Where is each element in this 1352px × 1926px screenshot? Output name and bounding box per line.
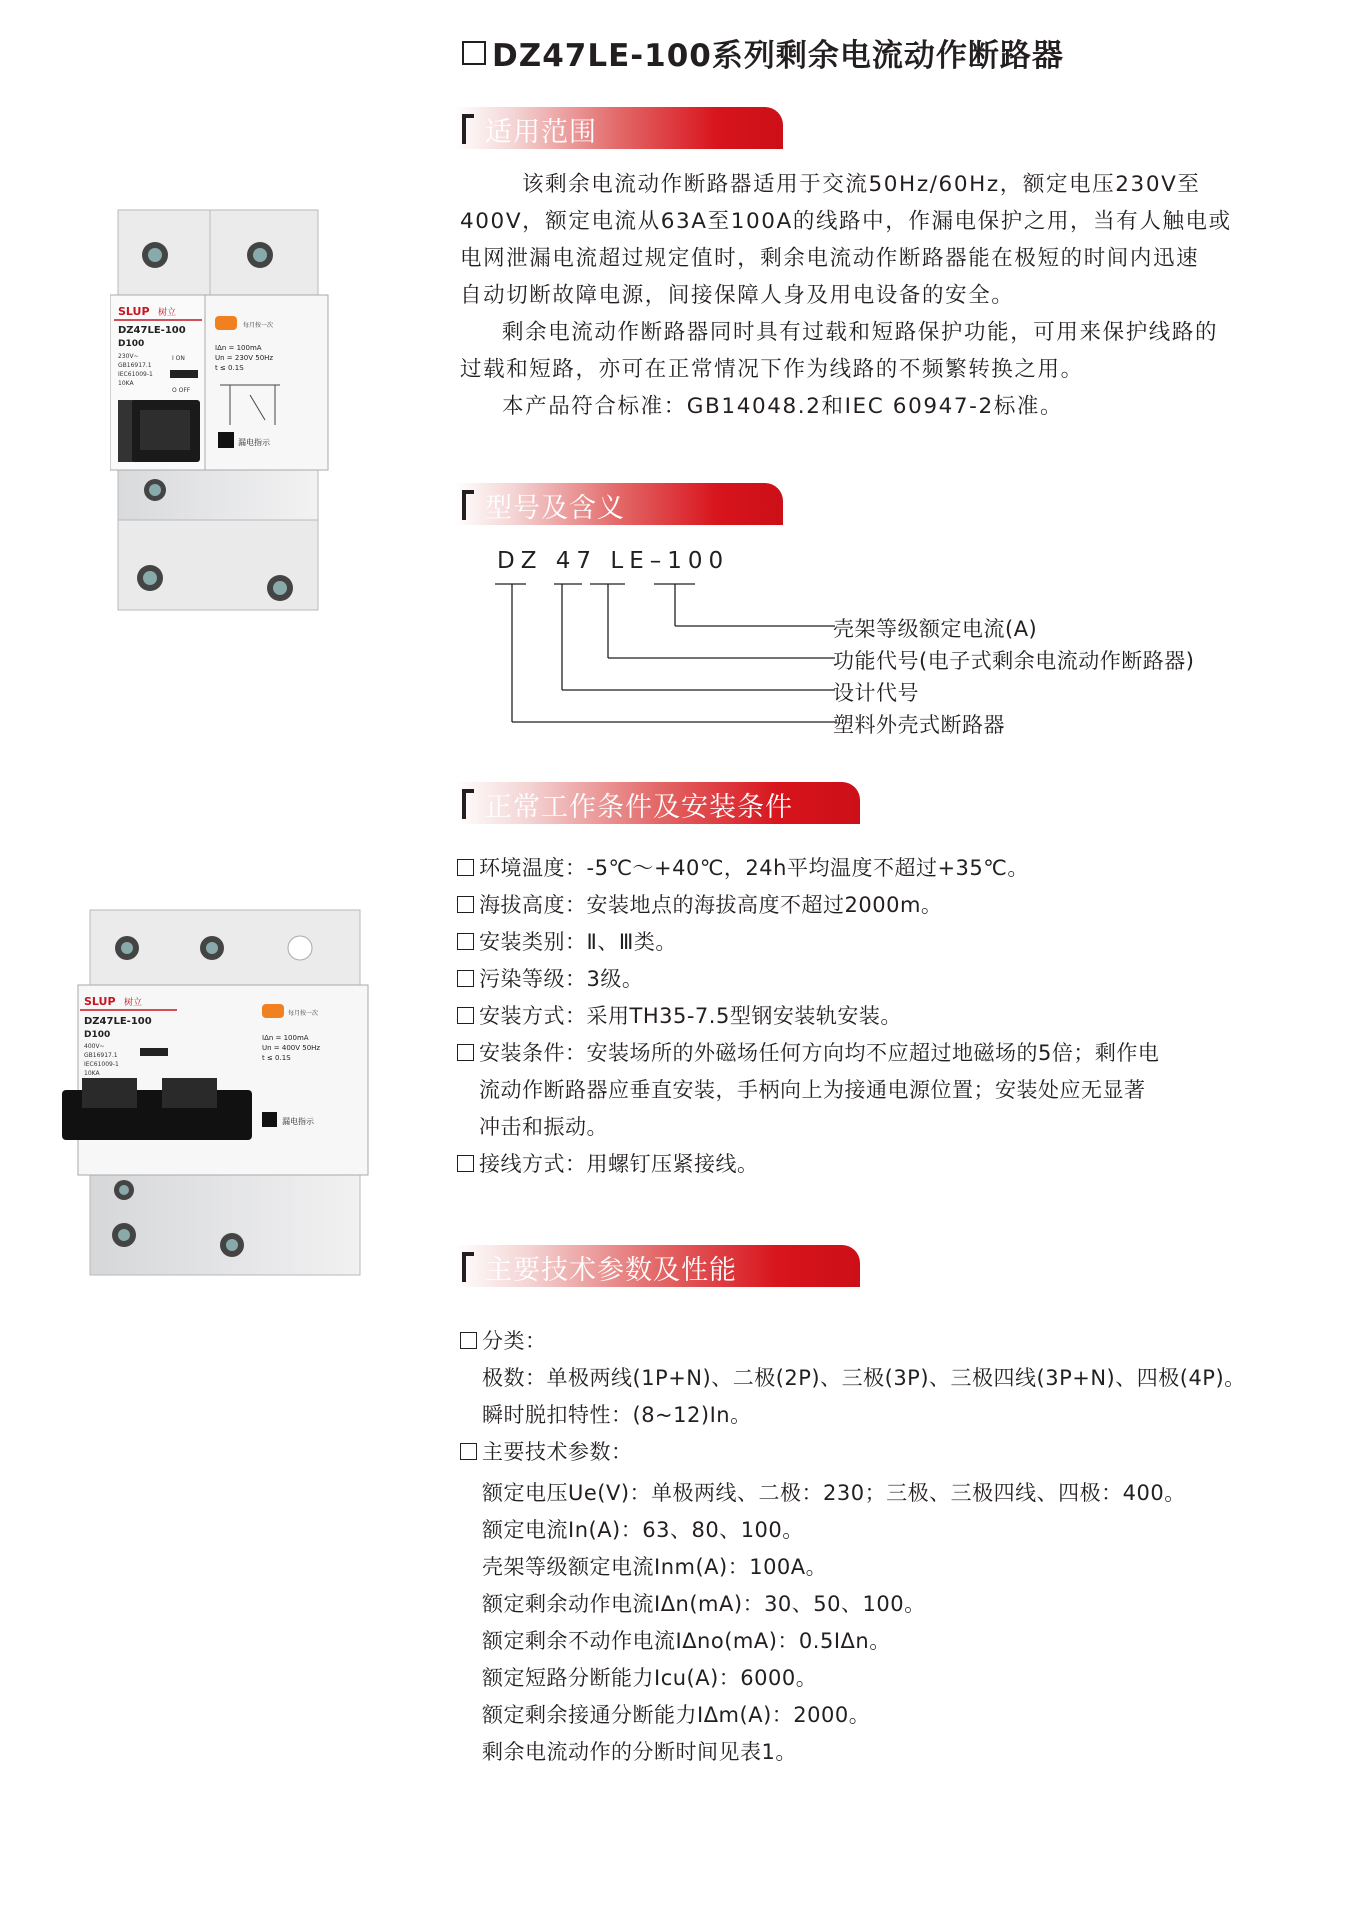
checkbox-icon: [457, 1007, 474, 1024]
list-item: 环境温度：-5℃～+40℃，24h平均温度不超过+35℃。: [457, 850, 1159, 887]
spec-text: IEC61009-1: [118, 371, 153, 378]
time-label: t ≤ 0.1S: [262, 1054, 291, 1062]
brand-cn-label: 树立: [158, 308, 177, 318]
brand-label: SLUP: [118, 305, 150, 318]
checkbox-icon: [460, 1332, 477, 1349]
rating-label: IΔn = 100mA: [215, 344, 262, 352]
brand-cn-label: 树立: [124, 998, 143, 1008]
list-item: 接线方式：用螺钉压紧接线。: [457, 1146, 1159, 1183]
section-header-conditions: [455, 782, 860, 824]
product-image-3pole: [62, 900, 382, 1280]
spec-text: 10KA: [118, 380, 134, 387]
brand-label: SLUP: [84, 995, 116, 1008]
checkbox-icon: [457, 1044, 474, 1061]
checkbox-icon: [457, 970, 474, 987]
model-part-100: 100: [667, 548, 730, 574]
param-line: 额定剩余动作电流IΔn(mA)：30、50、100。: [482, 1592, 926, 1616]
spec-text: GB16917.1: [118, 362, 152, 369]
model-label: DZ47LE-100: [118, 325, 186, 336]
checkbox-icon: [457, 896, 474, 913]
section-header-model: [455, 483, 783, 525]
list-item: 安装条件：安装场所的外磁场任何方向均不应超过地磁场的5倍；剩作电: [457, 1035, 1159, 1072]
model-meaning: 设计代号: [833, 681, 919, 705]
param-line: 额定短路分断能力Icu(A)：6000。: [482, 1666, 818, 1690]
on-label: I ON: [172, 355, 185, 362]
scope-line: 该剩余电流动作断路器适用于交流50Hz/60Hz，额定电压230V至: [522, 172, 1201, 197]
list-item: 主要技术参数：: [460, 1434, 1246, 1471]
param-line: 额定电流In(A)：63、80、100。: [482, 1518, 804, 1542]
checkbox-icon: [460, 1443, 477, 1460]
scope-line: 电网泄漏电流超过规定值时，剩余电流动作断路器能在极短的时间内迅速: [460, 246, 1200, 271]
param-line: 额定电压Ue(V)：单极两线、二极：230；三极、三极四线、四极：400。: [482, 1481, 1186, 1505]
spec-text: 400V~: [84, 1043, 105, 1050]
test-button: [215, 316, 237, 330]
off-label: O OFF: [172, 387, 191, 394]
section-title: 正常工作条件及安装条件: [485, 792, 793, 823]
list-item-continuation: 流动作断路器应垂直安装，手柄向上为接通电源位置；安装处应无显著: [479, 1078, 1146, 1102]
checkbox-icon: [457, 859, 474, 876]
param-line: 额定剩余不动作电流IΔno(mA)：0.5IΔn。: [482, 1629, 891, 1653]
section-title: 适用范围: [485, 117, 597, 148]
model-code: [497, 548, 729, 574]
scope-line: 过载和短路，亦可在正常情况下作为线路的不频繁转换之用。: [460, 357, 1084, 382]
scope-line: 自动切断故障电源，间接保障人身及用电设备的安全。: [460, 283, 1015, 308]
scope-line: 剩余电流动作断路器同时具有过载和短路保护功能，可用来保护线路的: [502, 320, 1219, 345]
param-line: 剩余电流动作的分断时间见表1。: [482, 1740, 797, 1764]
leak-indicator-label: 漏电指示: [238, 438, 270, 447]
list-item: 安装类别：Ⅱ、Ⅲ类。: [457, 924, 1159, 961]
model-part-dz: DZ: [497, 548, 543, 574]
list-item: 海拔高度：安装地点的海拔高度不超过2000m。: [457, 887, 1159, 924]
time-label: t ≤ 0.1S: [215, 364, 244, 372]
section-title: 主要技术参数及性能: [485, 1255, 737, 1286]
spec-text: 230V~: [118, 353, 139, 360]
title-checkbox-icon: [462, 41, 486, 65]
leak-indicator-label: 漏电指示: [282, 1117, 314, 1126]
rating-label: IΔn = 100mA: [262, 1034, 309, 1042]
params-list: [460, 1323, 1246, 1771]
model-part-dash: –: [649, 548, 668, 574]
model-part-47: 47: [555, 548, 598, 574]
checkbox-icon: [457, 1155, 474, 1172]
page-title: DZ47LE-100系列剩余电流动作断路器: [462, 30, 1064, 75]
model-meaning: 壳架等级额定电流(A): [833, 617, 1038, 641]
test-button: [262, 1004, 284, 1018]
param-line: 壳架等级额定电流Inm(A)：100A。: [482, 1555, 828, 1579]
section-header-scope: [455, 107, 783, 149]
param-line: 瞬时脱扣特性：(8~12)In。: [482, 1403, 752, 1427]
product-image-2pole: [110, 200, 340, 630]
curve-label: D100: [118, 339, 145, 349]
voltage-label: Un = 400V 50Hz: [262, 1044, 321, 1052]
spec-text: GB16917.1: [84, 1052, 118, 1059]
param-line: 额定剩余接通分断能力IΔm(A)：2000。: [482, 1703, 871, 1727]
list-item: 安装方式：采用TH35-7.5型钢安装轨安装。: [457, 998, 1159, 1035]
list-item: 污染等级：3级。: [457, 961, 1159, 998]
scope-paragraph: [460, 166, 1232, 425]
model-label: DZ47LE-100: [84, 1016, 152, 1027]
model-meaning: 功能代号(电子式剩余电流动作断路器): [833, 649, 1195, 673]
spec-text: 10KA: [84, 1070, 100, 1077]
test-label: 每月按一次: [243, 322, 274, 329]
model-diagram-lines: [490, 580, 850, 735]
section-title: 型号及含义: [485, 493, 625, 524]
conditions-list: [457, 850, 1159, 1183]
scope-line: 本产品符合标准：GB14048.2和IEC 60947-2标准。: [502, 394, 1064, 419]
test-label: 每月按一次: [288, 1010, 319, 1017]
curve-label: D100: [84, 1030, 111, 1040]
model-meaning: 塑料外壳式断路器: [833, 713, 1005, 737]
section-header-params: [455, 1245, 860, 1287]
list-item: 分类：: [460, 1323, 1246, 1360]
checkbox-icon: [457, 933, 474, 950]
list-item-continuation: 冲击和振动。: [479, 1115, 608, 1139]
voltage-label: Un = 230V 50Hz: [215, 354, 274, 362]
model-part-le: LE: [610, 548, 650, 574]
spec-text: IEC61009-1: [84, 1061, 119, 1068]
param-line: 极数：单极两线(1P+N)、二极(2P)、三极(3P)、三极四线(3P+N)、四极(4P)。: [482, 1366, 1246, 1390]
scope-line: 400V，额定电流从63A至100A的线路中，作漏电保护之用，当有人触电或: [460, 209, 1232, 234]
